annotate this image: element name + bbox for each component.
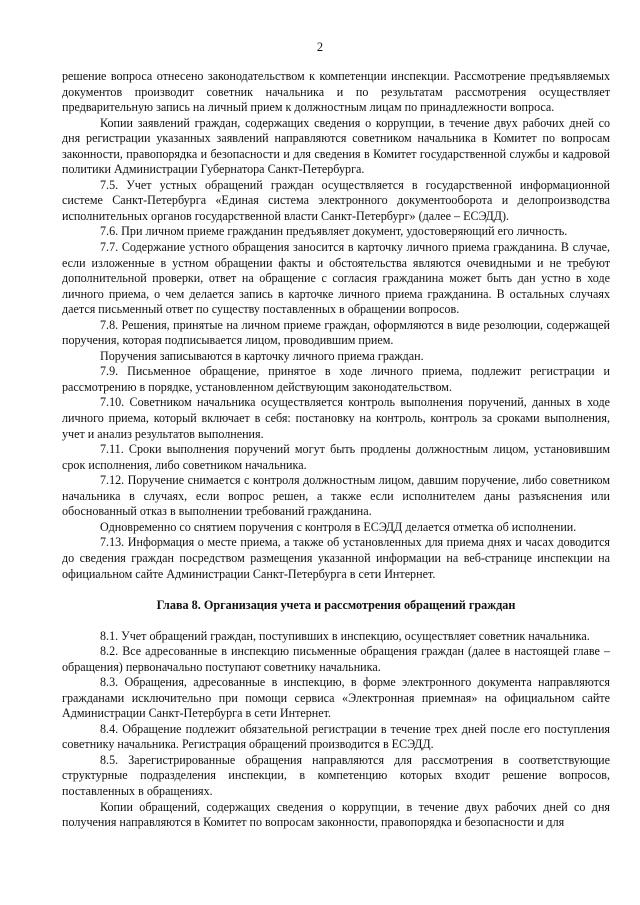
paragraph: Поручения записываются в карточку личного приема граждан.	[100, 348, 424, 363]
paragraph: 8.4. Обращение подлежит обязательной регистрации в течение трех дней после его поступления советнику начальника. Регистрация обращений производится в ЕСЭДД.	[62, 721, 610, 752]
paragraph: 8.1. Учет обращений граждан, поступивших в инспекцию, осуществляет советник начальника.	[100, 628, 590, 643]
paragraph: 8.3. Обращения, адресованные в инспекцию, в форме электронного документа направляются гражданами исключительно при помощи сервиса «Электронная приемная» на официальном сайте Администрации Санкт-Петербурга в сети Интернет.	[62, 675, 610, 721]
paragraph: 7.11. Сроки выполнения поручений могут быть продлены должностным лицом, установившим срок исполнения, либо советником начальника.	[62, 442, 610, 472]
paragraph: Копии заявлений граждан, содержащих сведения о коррупции, в течение двух рабочих дней со дня регистрации указанных заявлений направляются советником начальника в Комитет по вопросам законности, правопорядка и безопасности и для сведения в Комитет государственной службы и кадровой политики Администрации Губернатора Санкт-Петербурга.	[62, 115, 610, 177]
paragraph: 8.5. Зарегистрированные обращения направляются для рассмотрения в соответствующие структурные подразделения инспекции, в компетенцию которых входит решение вопросов, поставленных в обращениях.	[62, 752, 610, 799]
document-body	[62, 69, 610, 831]
paragraph: 7.10. Советником начальника осуществляется контроль выполнения поручений, данных в ходе личного приема, который включает в себя: постановку на контроль, контроль за сроками выполнения, учет и анализ результатов выполнения.	[62, 395, 610, 441]
paragraph: 7.9. Письменное обращение, принятое в ходе личного приема, подлежит регистрации и рассмотрению в порядке, установленном действующим законодательством.	[62, 364, 610, 394]
paragraph: 7.12. Поручение снимается с контроля должностным лицом, давшим поручение, либо советником начальника в случаях, если вопрос решен, а также если исполнителем даны разъяснения или обоснованный отказ в выполнении требований гражданина.	[62, 473, 610, 519]
page-number: 2	[316, 40, 324, 54]
chapter-heading: Глава 8. Организация учета и рассмотрения обращений граждан	[156, 598, 516, 613]
section-after-heading	[62, 629, 610, 831]
paragraph: 7.13. Информация о месте приема, а также об установленных для приема днях и часах доводится до сведения граждан посредством размещения указанной информации на веб-странице инспекции на официальном сайте Администрации Санкт-Петербурга в сети Интернет.	[62, 535, 610, 581]
paragraph: 7.7. Содержание устного обращения заносится в карточку личного приема гражданина. В случае, если изложенные в устном обращении факты и обстоятельства являются очевидными и не требуют дополнительной проверки, ответ на обращение с согласия гражданина может быть дан устно в ходе личного приема, о чем делается запись в карточке личного приема гражданина. В остальных случаях дается письменный ответ по существу поставленных в обращении вопросов.	[62, 240, 610, 317]
paragraph: 7.8. Решения, принятые на личном приеме граждан, оформляются в виде резолюции, содержащей поручения, которая подписывается лицом, проводившим прием.	[62, 317, 610, 348]
paragraph: Одновременно со снятием поручения с контроля в ЕСЭДД делается отметка об исполнении.	[100, 519, 577, 534]
paragraph: Копии обращений, содержащих сведения о коррупции, в течение двух рабочих дней со дня получения направляются в Комитет по вопросам законности, правопорядка и безопасности и для	[62, 799, 610, 830]
paragraph: решение вопроса отнесено законодательством к компетенции инспекции. Рассмотрение предъявляемых документов производит советник начальника и по результатам рассмотрения осуществляет предварительную запись на личный прием к должностным лицам по принадлежности вопроса.	[62, 69, 610, 115]
paragraph: 8.2. Все адресованные в инспекцию письменные обращения граждан (далее в настоящей главе – обращения) первоначально поступают советнику начальника.	[62, 644, 610, 674]
paragraph: 7.6. При личном приеме гражданин предъявляет документ, удостоверяющий его личность.	[100, 224, 568, 239]
section-before-heading	[62, 69, 610, 582]
paragraph: 7.5. Учет устных обращений граждан осуществляется в государственной информационной системе Санкт-Петербурга «Единая система электронного документооборота и делопроизводства исполнительных органов государственной власти Санкт-Петербург» (далее – ЕСЭДД).	[62, 177, 610, 223]
